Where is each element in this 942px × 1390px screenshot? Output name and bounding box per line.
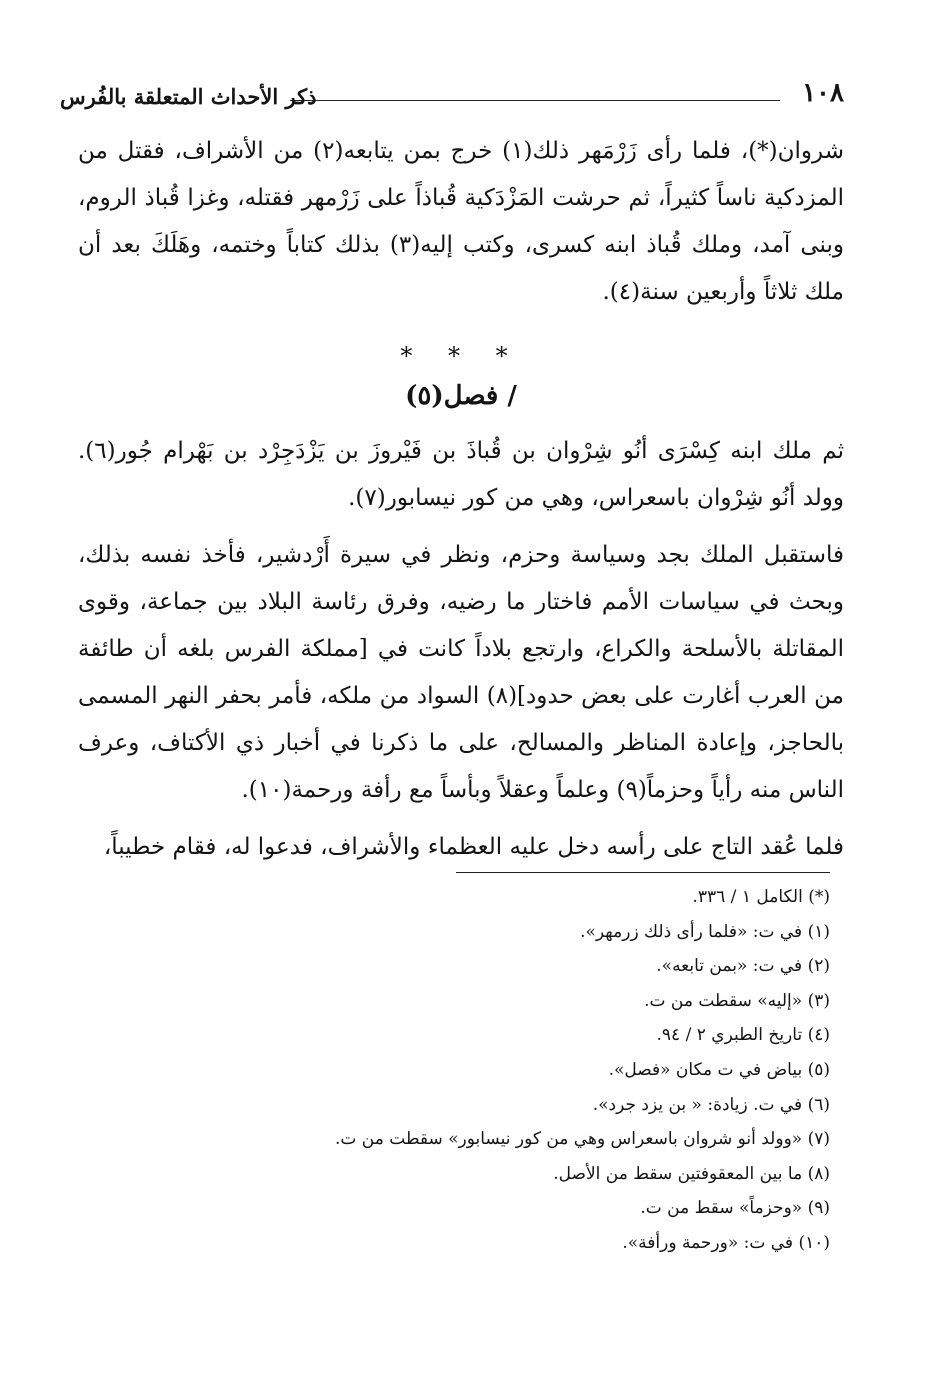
paragraph-2: ثم ملك ابنه كِسْرَى أنُو شِرْوان بن قُباذَ بن فَيْروزَ بن يَزْدَجِرْد بن بَهْرام جُور(٦). وولد أنُو شِرْوان باسعراس، وهي من كور نيسابور(٧).: [78, 438, 844, 511]
paragraph-4: فلما عُقد التاج على رأسه دخل عليه العظماء والأشراف، فدعوا له، فقام خطيباً،: [103, 834, 844, 860]
footnote-10: (١٠) في ت: «ورحمة ورأفة».: [622, 1232, 830, 1253]
footnote-2: (٢) في ت: «بمن تابعه».: [656, 956, 830, 977]
section-separator: * * *: [400, 342, 522, 370]
footnote-3: (٣) «إليه» سقطت من ت.: [644, 990, 830, 1011]
footnotes: [78, 880, 830, 1261]
footnote-8: (٨) ما بين المعقوفتين سقط من الأصل.: [553, 1163, 830, 1184]
footnote-4: (٤) تاريخ الطبري ٢ / ٩٤.: [656, 1025, 830, 1046]
section-title: / فصل(٥): [405, 381, 517, 411]
main-text: [78, 128, 844, 871]
page-number: ١٠٨: [802, 78, 844, 108]
footnote-1: (١) في ت: «فلما رأى ذلك زرمهر».: [580, 921, 830, 942]
running-title: ذكر الأحداث المتعلقة بالفُرس: [60, 84, 317, 109]
footnote-star: (*) الكامل ١ / ٣٣٦.: [692, 887, 830, 907]
footnote-7: (٧) «وولد أنو شروان باسعراس وهي من كور نيسابور» سقطت من ت.: [334, 1129, 830, 1150]
page-header: [60, 78, 844, 118]
footnote-6: (٦) في ت. زيادة: « بن يزد جرد».: [592, 1094, 830, 1115]
footnote-9: (٩) «وحزماً» سقط من ت.: [640, 1198, 830, 1219]
paragraph-3: فاستقبل الملك بجد وسياسة وحزم، ونظر في سيرة أَرْدشير، فأخذ نفسه بذلك، وبحث في سياسات الأمم فاختار ما رضيه، وفرق رئاسة البلاد بين جماعة، وقوى المقاتلة بالأسلحة والكراع، وارتجع بلاداً كانت في [مملكة الفرس بلغه أن طائفة من العرب أغارت على بعض حدود](٨) السواد من ملكه، فأمر بحفر النهر المسمى بالحاجز، وإعادة المناظر والمسالح، على ما ذكرنا في أخبار ذي الأكتاف، وعرف الناس منه رأياً وحزماً(٩) وعلماً وعقلاً وبأساً مع رأفة ورحمة(١٠).: [78, 542, 844, 803]
footnote-5: (٥) بياض في ت مكان «فصل».: [608, 1059, 830, 1080]
footnote-rule: [456, 872, 830, 873]
paragraph-1: شروان(*)، فلما رأى زَرْمَهر ذلك(١) خرج بمن يتابعه(٢) من الأشراف، فقتل من المزدكية ناساً كثيراً، ثم حرشت المَزْدَكية قُباذاً على زَرْمهر فقتله، وغزا قُباذ الروم، وبنى آمد، وملك قُباذ ابنه كسرى، وكتب إليه(٣) بذلك كتاباً وختمه، وهَلَكَ بعد أن ملك ثلاثاً وأربعين سنة(٤).: [78, 138, 844, 305]
header-rule: [290, 100, 780, 101]
